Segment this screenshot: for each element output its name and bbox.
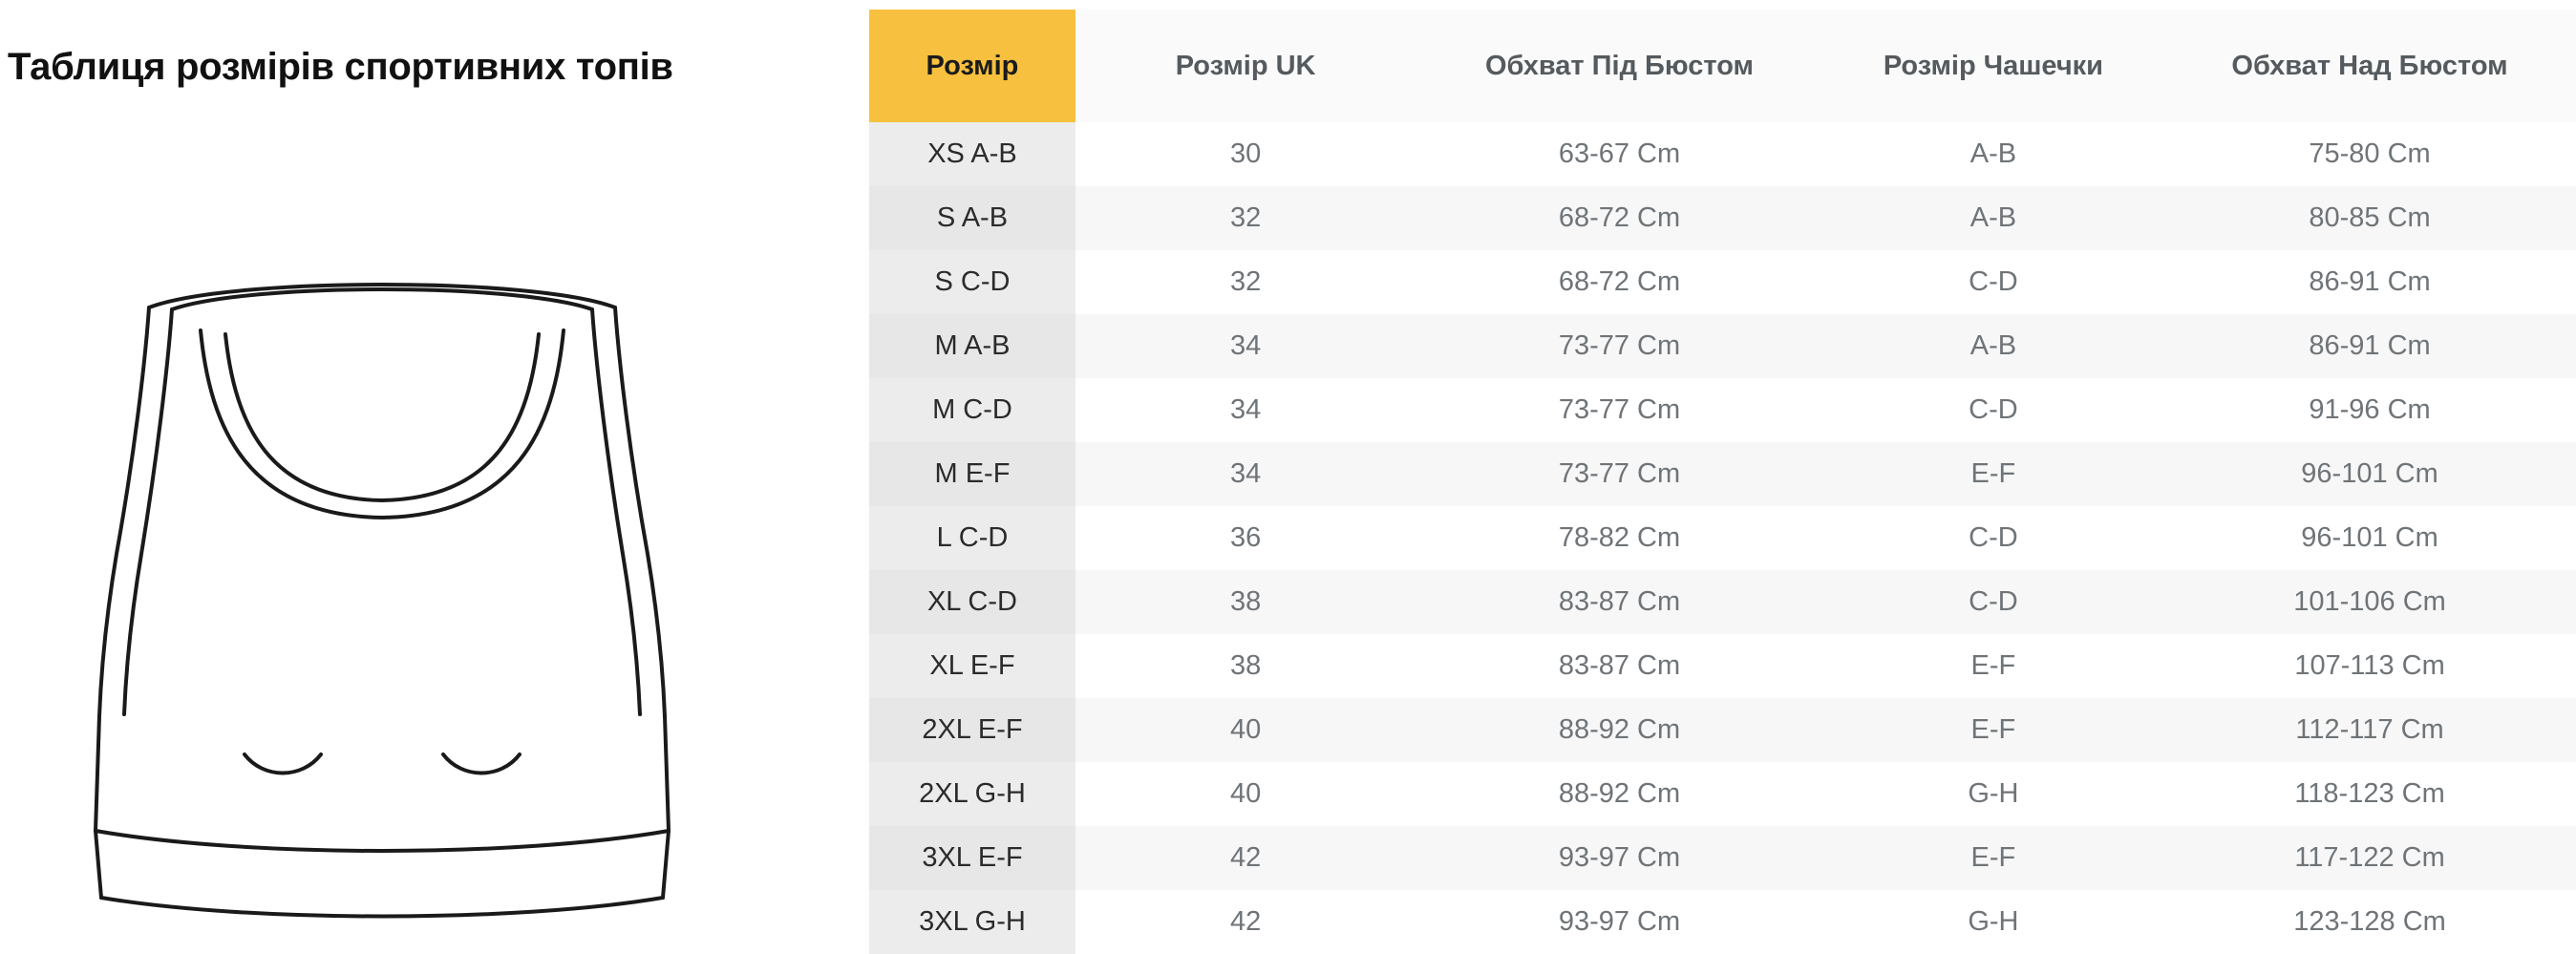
cell-overbust: 96-101 Cm bbox=[2163, 442, 2576, 506]
cell-underbust: 83-87 Cm bbox=[1416, 634, 1823, 698]
cell-size-uk: 36 bbox=[1075, 506, 1416, 570]
table-body bbox=[869, 122, 2576, 954]
cell-overbust: 91-96 Cm bbox=[2163, 378, 2576, 442]
cell-cup-size: C-D bbox=[1823, 506, 2163, 570]
cell-size: 3XL E-F bbox=[869, 826, 1075, 890]
cell-overbust: 86-91 Cm bbox=[2163, 250, 2576, 314]
cell-size-uk: 34 bbox=[1075, 378, 1416, 442]
table-row bbox=[869, 826, 2576, 890]
cell-underbust: 88-92 Cm bbox=[1416, 698, 1823, 762]
cell-size: M A-B bbox=[869, 314, 1075, 378]
cell-cup-size: A-B bbox=[1823, 122, 2163, 186]
cell-size-uk: 32 bbox=[1075, 250, 1416, 314]
cell-size-uk: 34 bbox=[1075, 314, 1416, 378]
cell-cup-size: A-B bbox=[1823, 186, 2163, 250]
cell-size-uk: 30 bbox=[1075, 122, 1416, 186]
left-panel bbox=[0, 0, 869, 951]
cell-size: 2XL E-F bbox=[869, 698, 1075, 762]
cell-cup-size: A-B bbox=[1823, 314, 2163, 378]
cell-size: 2XL G-H bbox=[869, 762, 1075, 826]
cell-size: XL C-D bbox=[869, 570, 1075, 634]
cell-cup-size: E-F bbox=[1823, 826, 2163, 890]
table-header-cup-size: Розмір Чашечки bbox=[1823, 10, 2163, 122]
table-row bbox=[869, 570, 2576, 634]
cell-size: 3XL G-H bbox=[869, 890, 1075, 954]
cell-underbust: 73-77 Cm bbox=[1416, 314, 1823, 378]
cell-cup-size: G-H bbox=[1823, 890, 2163, 954]
table-header-overbust: Обхват Над Бюстом bbox=[2163, 10, 2576, 122]
cell-size-uk: 42 bbox=[1075, 890, 1416, 954]
size-table-container bbox=[869, 0, 2576, 951]
cell-size: M E-F bbox=[869, 442, 1075, 506]
cell-size: S A-B bbox=[869, 186, 1075, 250]
cell-cup-size: E-F bbox=[1823, 634, 2163, 698]
cell-overbust: 75-80 Cm bbox=[2163, 122, 2576, 186]
table-row bbox=[869, 122, 2576, 186]
table-row bbox=[869, 698, 2576, 762]
table-row bbox=[869, 186, 2576, 250]
cell-cup-size: C-D bbox=[1823, 250, 2163, 314]
table-header-underbust: Обхват Під Бюстом bbox=[1416, 10, 1823, 122]
table-row bbox=[869, 634, 2576, 698]
cell-overbust: 80-85 Cm bbox=[2163, 186, 2576, 250]
cell-size-uk: 32 bbox=[1075, 186, 1416, 250]
cell-cup-size: C-D bbox=[1823, 378, 2163, 442]
cell-underbust: 93-97 Cm bbox=[1416, 890, 1823, 954]
table-header-row bbox=[869, 10, 2576, 122]
cell-size-uk: 34 bbox=[1075, 442, 1416, 506]
table-row bbox=[869, 378, 2576, 442]
cell-size: XS A-B bbox=[869, 122, 1075, 186]
cell-underbust: 83-87 Cm bbox=[1416, 570, 1823, 634]
cell-cup-size: C-D bbox=[1823, 570, 2163, 634]
cell-size: S C-D bbox=[869, 250, 1075, 314]
cell-overbust: 123-128 Cm bbox=[2163, 890, 2576, 954]
table-header-size-uk: Розмір UK bbox=[1075, 10, 1416, 122]
cell-underbust: 88-92 Cm bbox=[1416, 762, 1823, 826]
cell-size: L C-D bbox=[869, 506, 1075, 570]
table-row bbox=[869, 442, 2576, 506]
cell-overbust: 96-101 Cm bbox=[2163, 506, 2576, 570]
cell-overbust: 117-122 Cm bbox=[2163, 826, 2576, 890]
cell-overbust: 112-117 Cm bbox=[2163, 698, 2576, 762]
page-title: Таблиця розмірів спортивних топів bbox=[8, 46, 673, 88]
table-header-size: Розмір bbox=[869, 10, 1075, 122]
table-row bbox=[869, 314, 2576, 378]
cell-cup-size: E-F bbox=[1823, 698, 2163, 762]
cell-underbust: 93-97 Cm bbox=[1416, 826, 1823, 890]
cell-underbust: 73-77 Cm bbox=[1416, 378, 1823, 442]
cell-size-uk: 40 bbox=[1075, 698, 1416, 762]
cell-underbust: 78-82 Cm bbox=[1416, 506, 1823, 570]
cell-size: M C-D bbox=[869, 378, 1075, 442]
table-row bbox=[869, 890, 2576, 954]
cell-overbust: 101-106 Cm bbox=[2163, 570, 2576, 634]
cell-overbust: 86-91 Cm bbox=[2163, 314, 2576, 378]
cell-underbust: 63-67 Cm bbox=[1416, 122, 1823, 186]
size-table bbox=[869, 10, 2576, 954]
cell-cup-size: E-F bbox=[1823, 442, 2163, 506]
cell-underbust: 68-72 Cm bbox=[1416, 186, 1823, 250]
table-row bbox=[869, 250, 2576, 314]
cell-size-uk: 38 bbox=[1075, 634, 1416, 698]
cell-overbust: 118-123 Cm bbox=[2163, 762, 2576, 826]
cell-underbust: 68-72 Cm bbox=[1416, 250, 1823, 314]
cell-size-uk: 38 bbox=[1075, 570, 1416, 634]
table-row bbox=[869, 506, 2576, 570]
cell-size-uk: 40 bbox=[1075, 762, 1416, 826]
cell-overbust: 107-113 Cm bbox=[2163, 634, 2576, 698]
cell-size: XL E-F bbox=[869, 634, 1075, 698]
sports-bra-icon bbox=[57, 239, 707, 926]
cell-cup-size: G-H bbox=[1823, 762, 2163, 826]
cell-underbust: 73-77 Cm bbox=[1416, 442, 1823, 506]
table-row bbox=[869, 762, 2576, 826]
cell-size-uk: 42 bbox=[1075, 826, 1416, 890]
